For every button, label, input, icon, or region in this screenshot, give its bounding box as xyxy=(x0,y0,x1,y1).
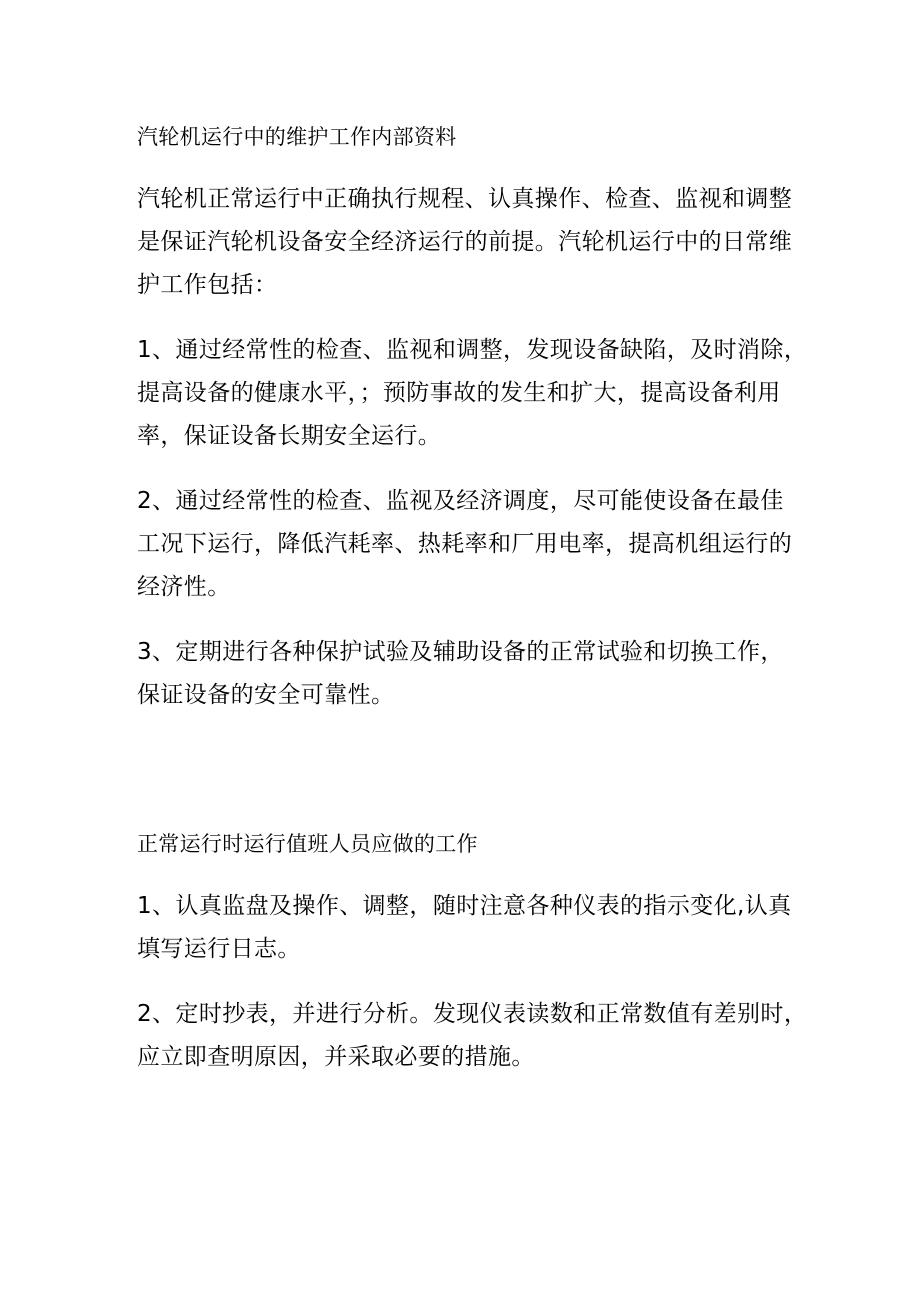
text-line: 3、定期进行各种保护试验及辅助设备的正常试验和切换工作， xyxy=(137,639,784,665)
list-item-2 xyxy=(137,480,797,609)
text-line: 保证设备的安全可靠性。 xyxy=(137,682,395,708)
section-duty-staff xyxy=(137,825,808,1079)
text-line: 汽轮机正常运行中正确执行规程、认真操作、检查、监视和调整 xyxy=(137,186,793,212)
text-line: 1、认真监盘及操作、调整，随时注意各种仪表的指示变化,认真 xyxy=(137,893,792,919)
section-title: 正常运行时运行值班人员应做的工作 xyxy=(137,832,478,856)
section-maintenance xyxy=(137,118,808,717)
list-item-1 xyxy=(137,885,797,971)
list-item-1 xyxy=(137,329,808,458)
document-body xyxy=(137,118,808,1101)
text-line: 工况下运行，降低汽耗率、热耗率和厂用电率，提高机组运行的 xyxy=(137,531,793,557)
text-line: 1、通过经常性的检查、监视和调整，发现设备缺陷，及时消除， xyxy=(137,337,808,363)
text-line: 应立即查明原因，并采取必要的措施。 xyxy=(137,1044,535,1070)
section-title: 汽轮机运行中的维护工作内部资料 xyxy=(137,125,457,149)
text-line: 率，保证设备长期安全运行。 xyxy=(137,423,442,449)
text-line: 提高设备的健康水平，；预防事故的发生和扩大，提高设备利用 xyxy=(137,380,781,406)
text-line: 护工作包括： xyxy=(137,272,278,298)
text-line: 经济性。 xyxy=(137,574,231,600)
list-item-2 xyxy=(137,993,808,1079)
intro-paragraph xyxy=(137,178,797,307)
section-spacer xyxy=(137,739,797,825)
text-line: 2、定时抄表，并进行分析。发现仪表读数和正常数值有差别时， xyxy=(137,1001,808,1027)
text-line: 是保证汽轮机设备安全经济运行的前提。汽轮机运行中的日常维 xyxy=(137,229,793,255)
list-item-3 xyxy=(137,631,797,717)
text-line: 2、通过经常性的检查、监视及经济调度，尽可能使设备在最佳 xyxy=(137,488,784,514)
text-line: 填写运行日志。 xyxy=(137,936,301,962)
